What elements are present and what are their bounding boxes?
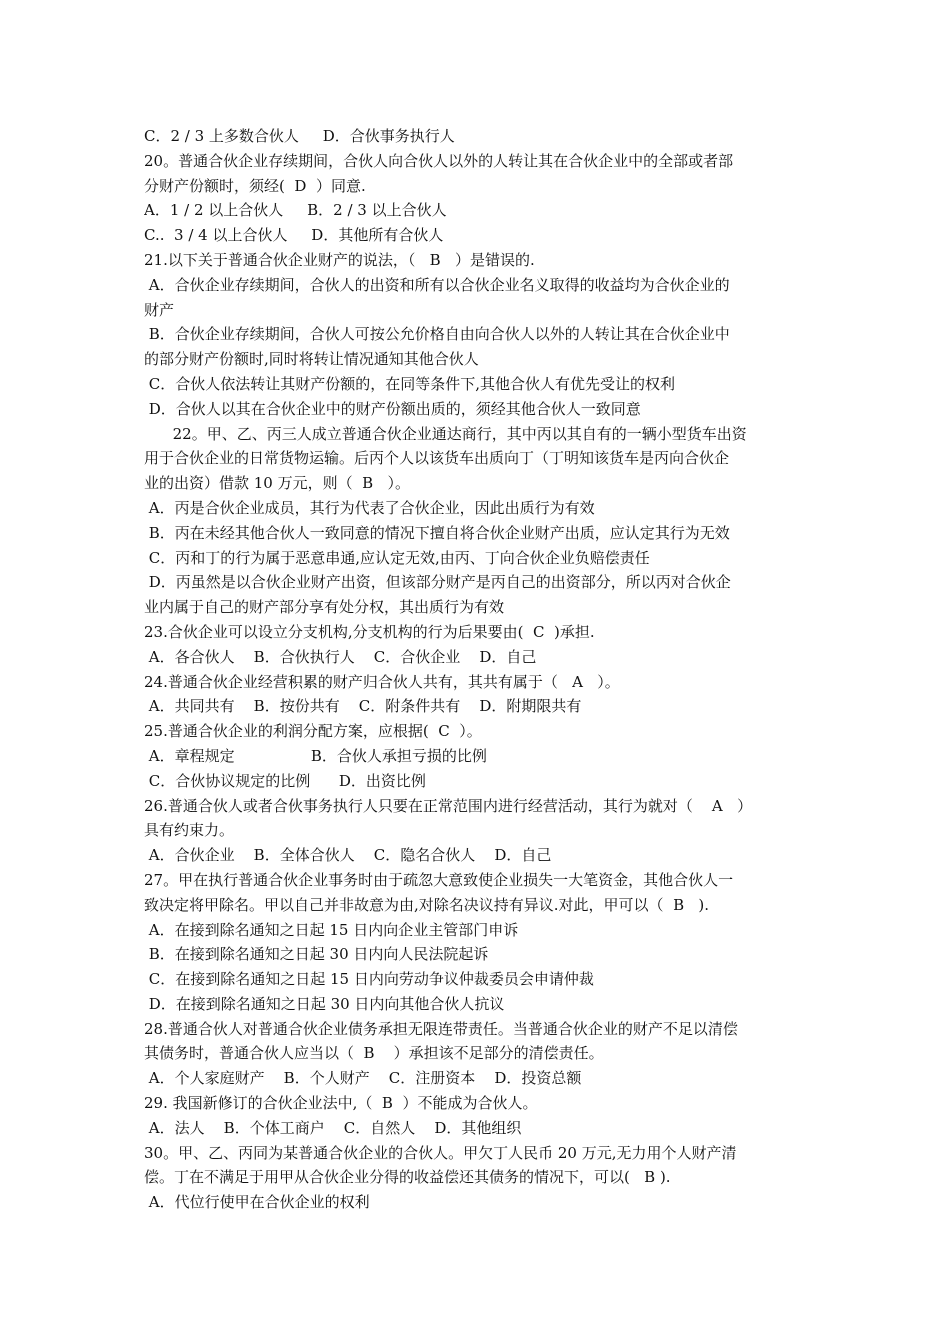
option-line: A．丙是合伙企业成员，其行为代表了合伙企业，因此出质行为有效 (144, 498, 595, 517)
text-line: 用于合伙企业的日常货物运输。后丙个人以该货车出质向丁（丁明知该货车是丙向合伙企 (144, 449, 730, 468)
option-line: B．在接到除名通知之日起 30 日内向人民法院起诉 (144, 945, 489, 964)
text-line: 其债务时，普通合伙人应当以（ B ）承担该不足部分的清偿责任。 (144, 1044, 604, 1063)
question-25-line: 25.普通合伙企业的利润分配方案，应根据( C ）。 (144, 722, 482, 741)
option-line: A．共同共有 B．按份共有 C．附条件共有 D．附期限共有 (144, 697, 582, 716)
text-line: 财产 (144, 300, 175, 319)
option-line: A．合伙企业存续期间，合伙人的出资和所有以合伙企业名义取得的收益均为合伙企业的 (144, 275, 730, 294)
option-line: A．章程规定 B．合伙人承担亏损的比例 (144, 746, 487, 765)
option-line: C．在接到除名通知之日起 15 日内向劳动争议仲裁委员会申请仲裁 (144, 970, 594, 989)
text-line: 分财产份额时，须经( D ）同意. (144, 176, 366, 195)
option-line: C．丙和丁的行为属于恶意串通,应认定无效,由丙、丁向合伙企业负赔偿责任 (144, 548, 650, 567)
option-line: D．在接到除名通知之日起 30 日内向其他合伙人抗议 (144, 994, 505, 1013)
question-22-line: 22。甲、乙、丙三人成立普通合伙企业通达商行，其中丙以其自有的一辆小型货车出资 (144, 424, 747, 443)
text-line: 具有约束力。 (144, 821, 235, 840)
option-line: A．各合伙人 B．合伙执行人 C．合伙企业 D．自己 (144, 647, 537, 666)
question-27-line: 27。甲在执行普通合伙企业事务时由于疏忽大意致使企业损失一大笔资金，其他合伙人一 (144, 870, 734, 889)
text-line: 业的出资）借款 10 万元，则（ B ）。 (144, 474, 410, 493)
option-line: C.. 3 / 4 以上合伙人 D．其他所有合伙人 (144, 226, 444, 245)
question-23-line: 23.合伙企业可以设立分支机构,分支机构的行为后果要由( C )承担. (144, 622, 595, 641)
option-line: C．合伙人依法转让其财产份额的，在同等条件下,其他合伙人有优先受让的权利 (144, 374, 676, 393)
option-line: B．合伙企业存续期间，合伙人可按公允价格自由向合伙人以外的人转让其在合伙企业中 (144, 325, 730, 344)
question-20-line: 20。普通合伙企业存续期间，合伙人向合伙人以外的人转让其在合伙企业中的全部或者部 (144, 151, 734, 170)
question-21-line: 21.以下关于普通合伙企业财产的说法，（ B ）是错误的. (144, 250, 535, 269)
question-29-line: 29. 我国新修订的合伙企业法中,（ B ）不能成为合伙人。 (144, 1094, 538, 1113)
question-26-line: 26.普通合伙人或者合伙事务执行人只要在正常范围内进行经营活动，其行为就对（ A ） (144, 796, 753, 815)
option-line: A．法人 B．个体工商户 C．自然人 D．其他组织 (144, 1118, 522, 1137)
option-line: B．丙在未经其他合伙人一致同意的情况下擅自将合伙企业财产出质，应认定其行为无效 (144, 523, 730, 542)
option-line: A．1 / 2 以上合伙人 B．2 / 3 以上合伙人 (144, 201, 447, 220)
text-line: 致决定将甲除名。甲以自己并非故意为由,对除名决议持有异议.对此，甲可以（ B ). (144, 895, 710, 914)
document-page (144, 124, 814, 1215)
question-28-line: 28.普通合伙人对普通合伙企业债务承担无限连带责任。当普通合伙企业的财产不足以清偿 (144, 1019, 738, 1038)
question-24-line: 24.普通合伙企业经营积累的财产归合伙人共有，其共有属于（ A ）。 (144, 672, 620, 691)
option-line: D．合伙人以其在合伙企业中的财产份额出质的，须经其他合伙人一致同意 (144, 399, 641, 418)
option-line: A．个人家庭财产 B．个人财产 C．注册资本 D．投资总额 (144, 1069, 582, 1088)
option-line: D．丙虽然是以合伙企业财产出资，但该部分财产是丙自己的出资部分，所以丙对合伙企 (144, 573, 731, 592)
question-30-line: 30。甲、乙、丙同为某普通合伙企业的合伙人。甲欠丁人民币 20 万元,无力用个人财产清 (144, 1143, 737, 1162)
option-line: A．代位行使甲在合伙企业的权利 (144, 1193, 370, 1212)
option-line: C．合伙协议规定的比例 D．出资比例 (144, 771, 426, 790)
text-line: 业内属于自己的财产部分享有处分权，其出质行为有效 (144, 598, 505, 617)
text-line: 偿。丁在不满足于用甲从合伙企业分得的收益偿还其债务的情况下，可以( B ). (144, 1168, 671, 1187)
option-line: A．合伙企业 B．全体合伙人 C．隐名合伙人 D．自己 (144, 846, 552, 865)
option-line: A．在接到除名通知之日起 15 日内向企业主管部门申诉 (144, 920, 519, 939)
text-line: C．2 / 3 上多数合伙人 D．合伙事务执行人 (144, 127, 455, 145)
text-line: 的部分财产份额时,同时将转让情况通知其他合伙人 (144, 350, 479, 369)
